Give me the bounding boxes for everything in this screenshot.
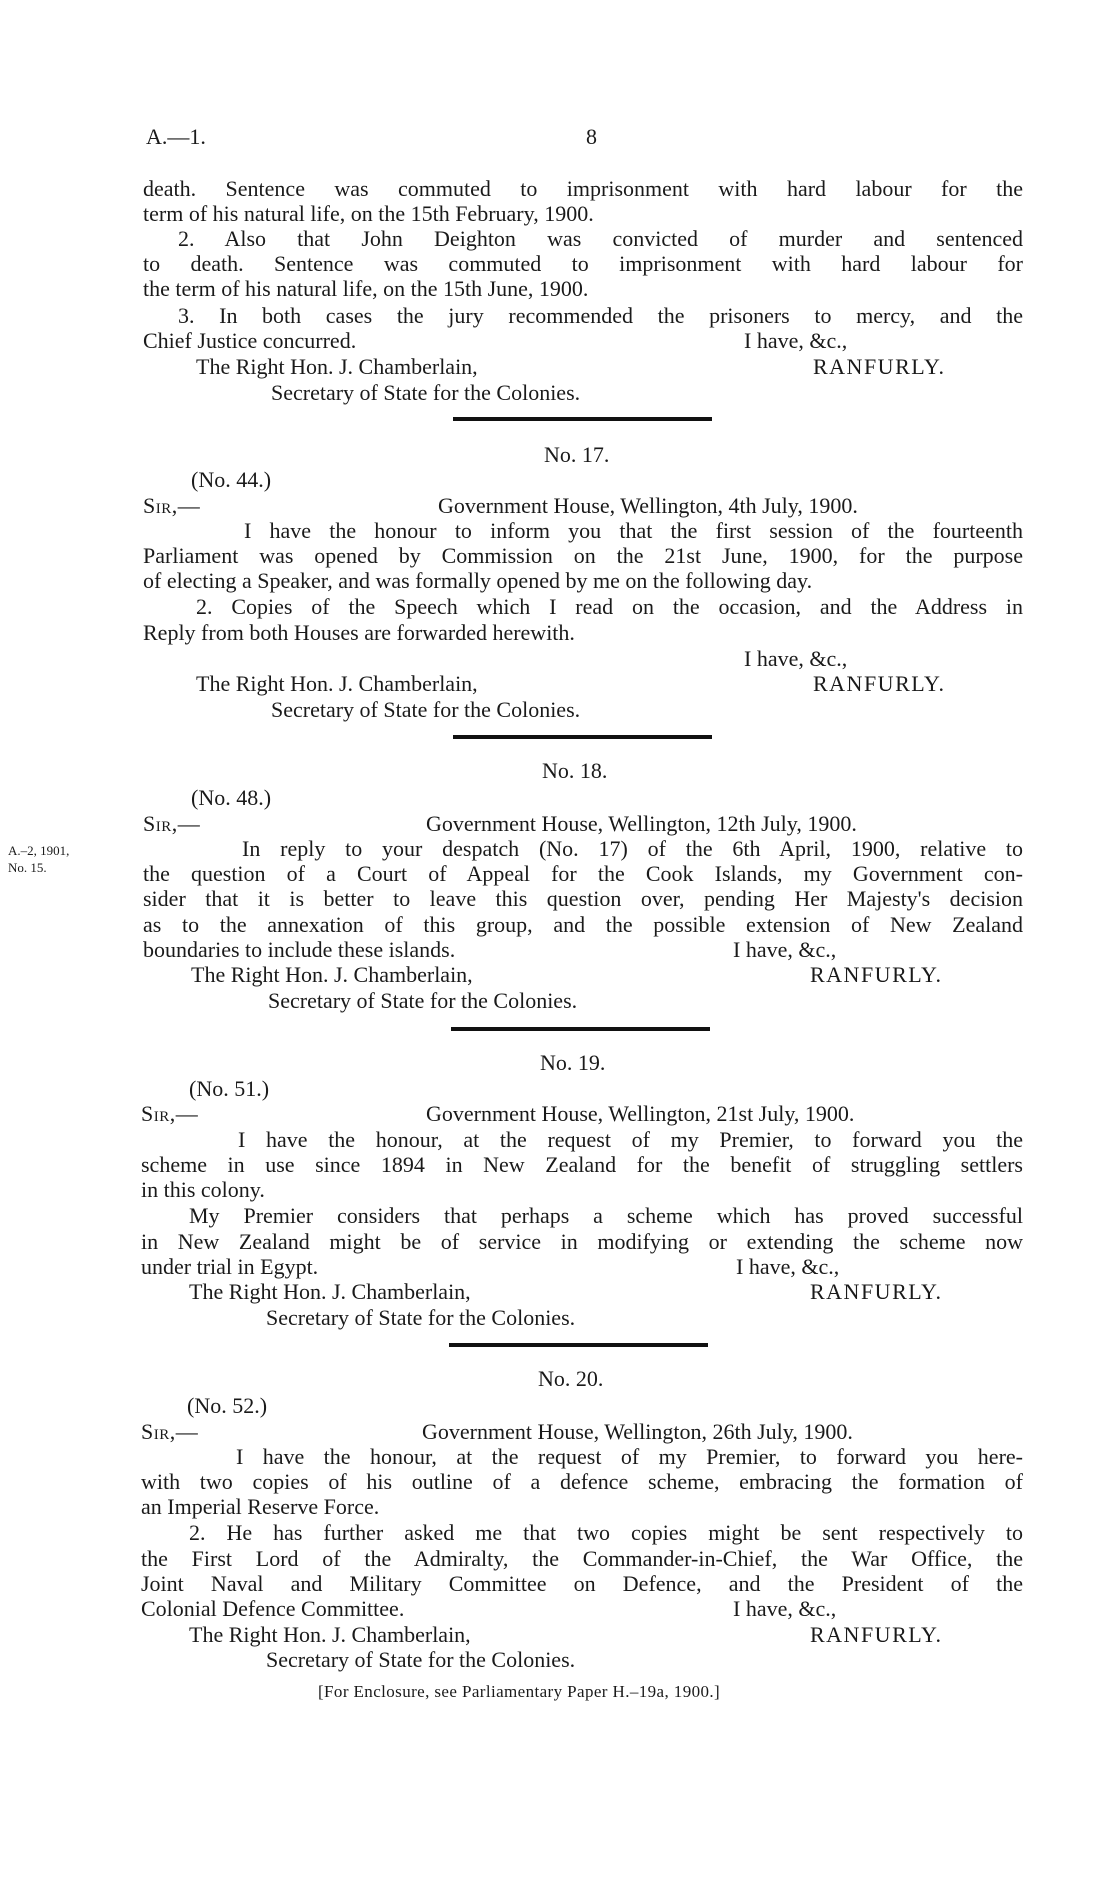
- margin-note-line: A.–2, 1901,: [8, 843, 70, 858]
- paragraph-line: in this colony.: [141, 1177, 265, 1202]
- addressee-title: Secretary of State for the Colonies.: [271, 697, 581, 722]
- paragraph-line: sider that it is better to leave this question over, pending Her Majesty's decision: [143, 886, 1023, 911]
- paragraph-line: 2. He has further asked me that two copies might be sent respectively to: [189, 1520, 1023, 1545]
- letter-heading: No. 20.: [538, 1366, 604, 1391]
- signature: RANFURLY.: [813, 354, 946, 379]
- paragraph-line: an Imperial Reserve Force.: [141, 1494, 380, 1519]
- signature: RANFURLY.: [810, 1622, 943, 1647]
- addressee-title: Secretary of State for the Colonies.: [268, 988, 578, 1013]
- paragraph-line: the term of his natural life, on the 15th June, 1900.: [143, 276, 589, 301]
- place-date: Government House, Wellington, 4th July, 1900.: [438, 493, 858, 518]
- paragraph-line: 3. In both cases the jury recommended the prisoners to mercy, and the: [178, 303, 1023, 328]
- closing: I have, &c.,: [733, 937, 837, 962]
- letter-heading: No. 19.: [540, 1050, 606, 1075]
- paragraph-line: Reply from both Houses are forwarded herewith.: [143, 620, 575, 645]
- addressee: The Right Hon. J. Chamberlain,: [189, 1279, 471, 1304]
- addressee-title: Secretary of State for the Colonies.: [266, 1305, 576, 1330]
- margin-note-line: No. 15.: [8, 860, 47, 875]
- letter-ref: (No. 52.): [187, 1393, 268, 1418]
- paragraph-line: the First Lord of the Admiralty, the Commander-in-Chief, the War Office, the: [141, 1546, 1023, 1571]
- paragraph-line: I have the honour, at the request of my Premier, to forward you the: [238, 1127, 1023, 1152]
- page-ref: A.—1.: [146, 124, 206, 149]
- closing: I have, &c.,: [744, 646, 848, 671]
- signature: RANFURLY.: [810, 962, 943, 987]
- paragraph-line: Chief Justice concurred.: [143, 328, 357, 353]
- paragraph-line: in New Zealand might be of service in modifying or extending the scheme now: [141, 1229, 1023, 1254]
- section-rule: [453, 735, 712, 739]
- paragraph-line: My Premier considers that perhaps a scheme which has proved successful: [189, 1203, 1023, 1228]
- paragraph-line: to death. Sentence was commuted to imprisonment with hard labour for: [143, 251, 1023, 276]
- paragraph-line: 2. Copies of the Speech which I read on the occasion, and the Address in: [196, 594, 1023, 619]
- paragraph-line: Joint Naval and Military Committee on Defence, and the President of the: [141, 1571, 1023, 1596]
- closing: I have, &c.,: [736, 1254, 840, 1279]
- paragraph-line: with two copies of his outline of a defence scheme, embracing the formation of: [141, 1469, 1023, 1494]
- paragraph-line: 2. Also that John Deighton was convicted of murder and sentenced: [178, 226, 1023, 251]
- paragraph-line: death. Sentence was commuted to imprisonment with hard labour for the: [143, 176, 1023, 201]
- paragraph-line: term of his natural life, on the 15th February, 1900.: [143, 201, 594, 226]
- paragraph-line: Parliament was opened by Commission on the 21st June, 1900, for the purpose: [143, 543, 1023, 568]
- salutation: Sir,—: [141, 1101, 199, 1126]
- addressee: The Right Hon. J. Chamberlain,: [191, 962, 473, 987]
- page-number: 8: [586, 124, 597, 149]
- letter-ref: (No. 44.): [191, 467, 272, 492]
- paragraph-line: scheme in use since 1894 in New Zealand for the benefit of struggling settlers: [141, 1152, 1023, 1177]
- closing: I have, &c.,: [744, 328, 848, 353]
- letter-heading: No. 18.: [542, 758, 608, 783]
- addressee-title: Secretary of State for the Colonies.: [271, 380, 581, 405]
- paragraph-line: In reply to your despatch (No. 17) of the 6th April, 1900, relative to: [242, 836, 1023, 861]
- place-date: Government House, Wellington, 21st July, 1900.: [426, 1101, 855, 1126]
- section-rule: [449, 1343, 708, 1347]
- letter-heading: No. 17.: [544, 442, 610, 467]
- paragraph-line: as to the annexation of this group, and the possible extension of New Zealand: [143, 912, 1023, 937]
- salutation: Sir,—: [143, 811, 201, 836]
- addressee-title: Secretary of State for the Colonies.: [266, 1647, 576, 1672]
- salutation: Sir,—: [143, 493, 201, 518]
- closing: I have, &c.,: [733, 1596, 837, 1621]
- place-date: Government House, Wellington, 26th July, 1900.: [422, 1419, 853, 1444]
- salutation: Sir,—: [141, 1419, 199, 1444]
- section-rule: [453, 417, 712, 421]
- letter-ref: (No. 51.): [189, 1076, 270, 1101]
- paragraph-line: the question of a Court of Appeal for the Cook Islands, my Government con-: [143, 861, 1023, 886]
- paragraph-line: under trial in Egypt.: [141, 1254, 319, 1279]
- paragraph-line: boundaries to include these islands.: [143, 937, 456, 962]
- signature: RANFURLY.: [810, 1279, 943, 1304]
- addressee: The Right Hon. J. Chamberlain,: [196, 354, 478, 379]
- paragraph-line: I have the honour to inform you that the first session of the fourteenth: [244, 518, 1023, 543]
- enclosure-note: [For Enclosure, see Parliamentary Paper H.–19a, 1900.]: [318, 1682, 721, 1701]
- addressee: The Right Hon. J. Chamberlain,: [196, 671, 478, 696]
- paragraph-line: of electing a Speaker, and was formally opened by me on the following day.: [143, 568, 813, 593]
- section-rule: [451, 1027, 710, 1031]
- signature: RANFURLY.: [813, 671, 946, 696]
- place-date: Government House, Wellington, 12th July, 1900.: [426, 811, 857, 836]
- paragraph-line: I have the honour, at the request of my Premier, to forward you here-: [236, 1444, 1023, 1469]
- addressee: The Right Hon. J. Chamberlain,: [189, 1622, 471, 1647]
- letter-ref: (No. 48.): [191, 785, 272, 810]
- paragraph-line: Colonial Defence Committee.: [141, 1596, 405, 1621]
